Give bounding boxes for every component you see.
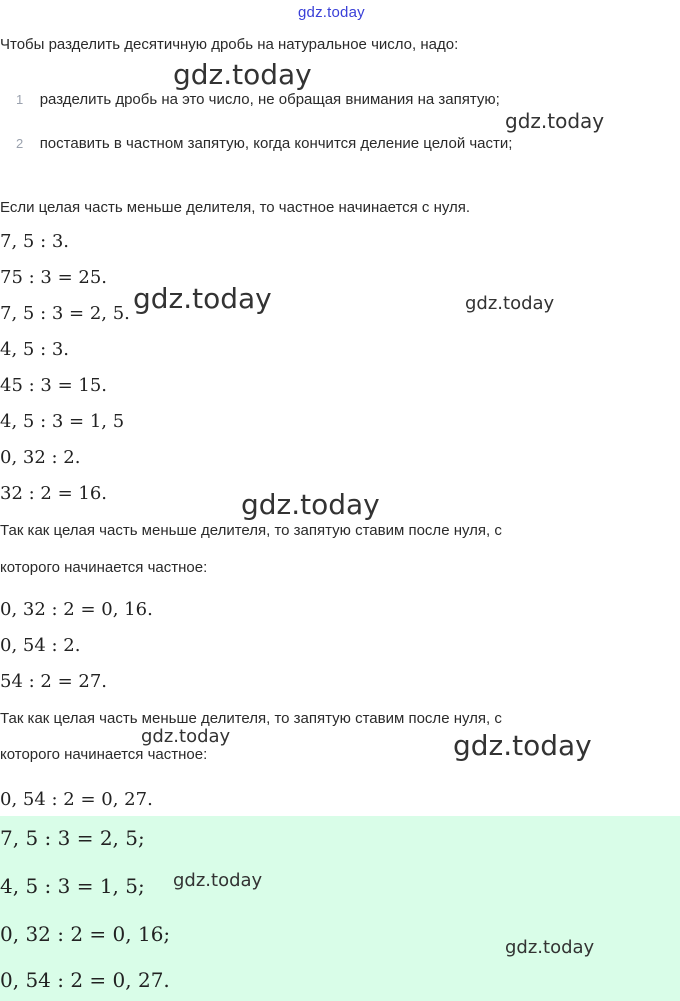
math-line: 0, 32 : 2. [0,447,81,468]
math-line: 45 : 3 = 15. [0,375,108,396]
note-text: которого начинается частное: [0,746,208,763]
math-line: 75 : 3 = 25. [0,267,108,288]
math-line: 7, 5 : 3 = 2, 5. [0,303,130,324]
note-text: которого начинается частное: [0,559,208,576]
list-text: поставить в частном запятую, когда кончится деление целой части; [39,135,513,152]
answer-line: 0, 32 : 2 = 0, 16; [0,922,171,946]
list-text: разделить дробь на это число, не обращая внимания на запятую; [39,91,500,108]
list-item [16,135,512,153]
watermark-top: gdz.today [298,4,365,21]
math-line: 4, 5 : 3 = 1, 5 [0,411,125,432]
math-line: 32 : 2 = 16. [0,483,108,504]
watermark: gdz.today [133,282,272,315]
math-line: 4, 5 : 3. [0,339,70,360]
watermark: gdz.today [173,58,312,91]
rule-text: Если целая часть меньше делителя, то частное начинается с нуля. [0,199,471,216]
intro-text: Чтобы разделить десятичную дробь на натуральное число, надо: [0,36,459,53]
list-item [16,91,500,109]
watermark: gdz.today [505,109,605,133]
note-text: Так как целая часть меньше делителя, то запятую ставим после нуля, с [0,522,502,539]
math-line: 0, 54 : 2. [0,635,81,656]
watermark: gdz.today [453,729,592,762]
math-line: 7, 5 : 3. [0,231,70,252]
answer-line: 0, 54 : 2 = 0, 27. [0,968,170,992]
watermark: gdz.today [173,870,263,891]
answer-line: 7, 5 : 3 = 2, 5; [0,826,145,850]
watermark: gdz.today [505,937,595,958]
list-number: 2 [16,136,24,151]
watermark: gdz.today [465,293,555,314]
list-number: 1 [16,92,24,107]
math-line: 0, 32 : 2 = 0, 16. [0,599,153,620]
answer-block [0,816,680,1001]
watermark: gdz.today [141,726,231,747]
watermark: gdz.today [241,488,380,521]
note-text: Так как целая часть меньше делителя, то запятую ставим после нуля, с [0,710,502,727]
math-line: 0, 54 : 2 = 0, 27. [0,789,153,810]
math-line: 54 : 2 = 27. [0,671,108,692]
answer-line: 4, 5 : 3 = 1, 5; [0,874,145,898]
